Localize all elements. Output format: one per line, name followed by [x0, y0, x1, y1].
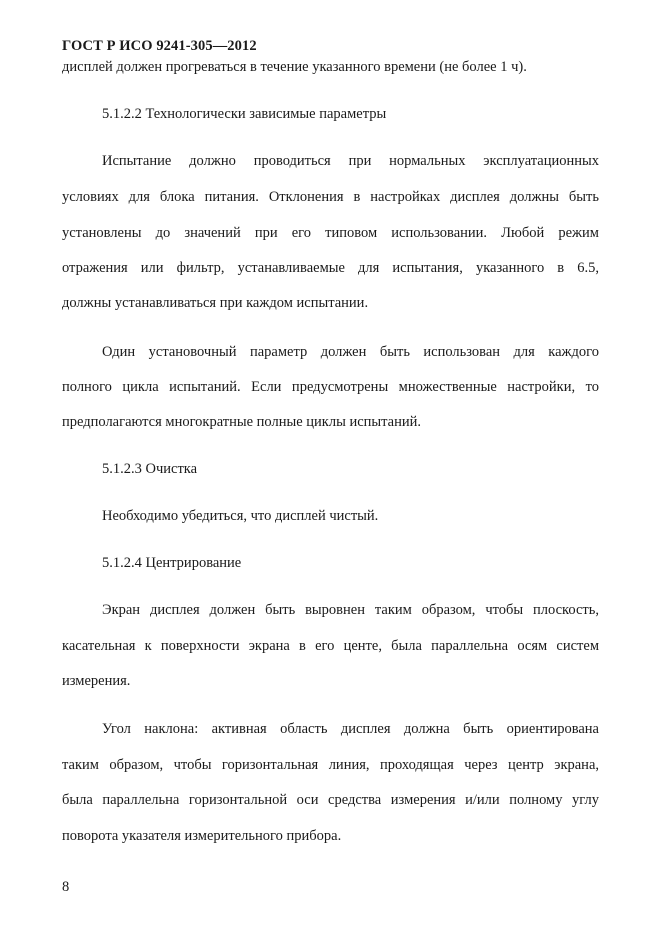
paragraph-line: Испытание должно проводиться при нормальных эксплуатационных [102, 153, 599, 169]
paragraph-line: отражения или фильтр, устанавливаемые для испытания, указанного в 6.5, [62, 260, 599, 276]
paragraph-line: Один установочный параметр должен быть использован для каждого [102, 344, 599, 360]
paragraph-line: Необходимо убедиться, что дисплей чистый. [102, 508, 379, 524]
paragraph-line: предполагаются многократные полные циклы испытаний. [62, 414, 422, 430]
paragraph-line: должны устанавливаться при каждом испытании. [62, 295, 369, 311]
paragraph-line: полного цикла испытаний. Если предусмотрены множественные настройки, то [62, 379, 599, 395]
paragraph-line: Угол наклона: активная область дисплея должна быть ориентирована [102, 721, 599, 737]
paragraph-line: таким образом, чтобы горизонтальная линия, проходящая через центр экрана, [62, 757, 599, 773]
section-heading-5-1-2-3: 5.1.2.3 Очистка [102, 461, 198, 477]
paragraph-line: измерения. [62, 673, 131, 689]
paragraph-line: поворота указателя измерительного прибора. [62, 828, 342, 844]
section-heading-5-1-2-4: 5.1.2.4 Центрирование [102, 555, 242, 571]
paragraph-line: установлены до значений при его типовом использовании. Любой режим [62, 225, 599, 241]
document-header: ГОСТ Р ИСО 9241-305—2012 [62, 38, 257, 54]
paragraph-line: дисплей должен прогреваться в течение указанного времени (не более 1 ч). [62, 59, 527, 75]
paragraph-line: условиях для блока питания. Отклонения в настройках дисплея должны быть [62, 189, 599, 205]
paragraph-line: Экран дисплея должен быть выровнен таким образом, чтобы плоскость, [102, 602, 599, 618]
page-number: 8 [62, 879, 70, 895]
paragraph-line: касательная к поверхности экрана в его центе, была параллельна осям систем [62, 638, 599, 654]
paragraph-line: была параллельна горизонтальной оси средства измерения и/или полному углу [62, 792, 599, 808]
section-heading-5-1-2-2: 5.1.2.2 Технологически зависимые параметры [102, 106, 387, 122]
